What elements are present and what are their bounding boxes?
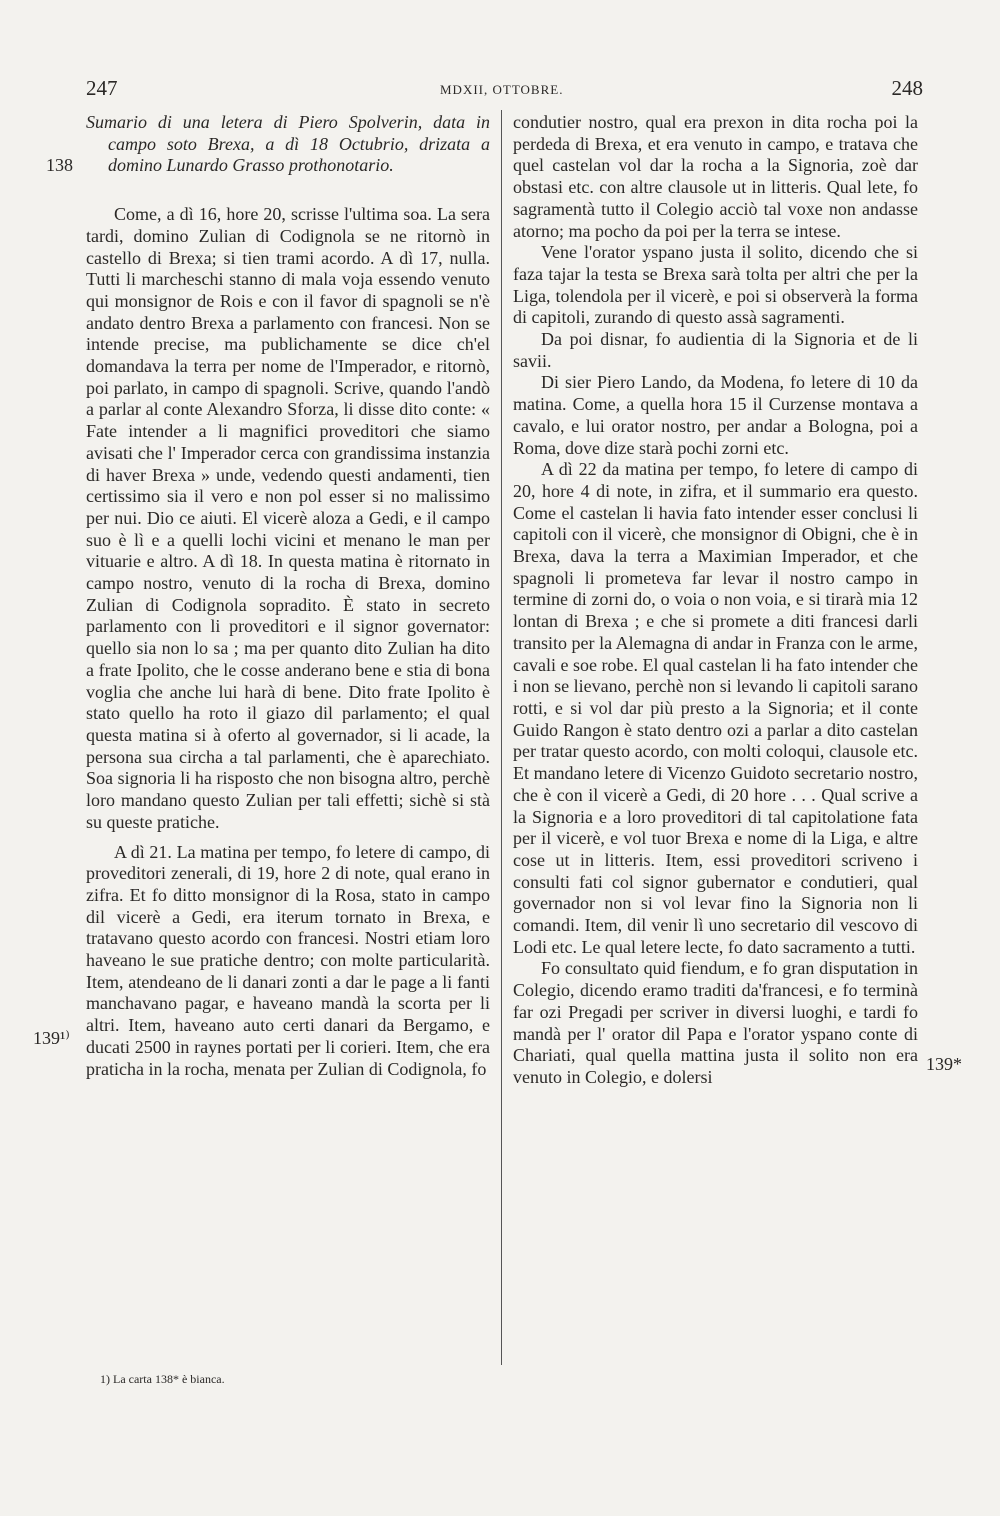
right-paragraph-4: Di sier Piero Lando, da Modena, fo letere di 10 da matina. Come, a quella hora 15 il Curzense montava a cavalo, e lui orator nostro, per andar a Bologna, poi a Roma, dove dize starà pochi zorni etc. (513, 372, 918, 458)
right-paragraph-2: Vene l'orator yspano justa il solito, dicendo che si faza tajar la testa se Brexa sarà tolta per altri che per la Liga, tolendola per il vicerè, e poi si observerà la forma di capitoli, zurando di questo assà sagramenti. (513, 242, 918, 328)
right-paragraph-1: condutier nostro, qual era prexon in dita rocha poi la perdeda di Brexa, et era venuto in campo, e tratava che quel castelan vol dar la rocha a la Signoria, zoè dar obstasi etc. con altre clausole ut in litteris. Qual lete, fo sagramentà tutto il Colegio acciò tal voxe non andasse atorno; ma pocho da poi per la terra se intese. (513, 112, 918, 241)
left-paragraph-1: Come, a dì 16, hore 20, scrisse l'ultima soa. La sera tardi, domino Zulian di Codignola se ne ritornò in castello di Brexa; si tien trami acordo. A dì 17, nulla. Tutti li marcheschi stanno di mala voja essendo venuto qui monsignor de Rois e con il favor di spagnoli se n'è andato dentro Brexa a parlamento con francesi. Non se intende precise, ma publichamente se dice ch'el domandava la terra per nome de l'Imperador, e ritornò, poi parlato, in campo di spagnoli. Scrive, quando l'andò a parlar al conte Alexandro Sforza, li disse dito conte: « Fate intender a li magnifici proveditori che siamo avisati che l' Imperador cerca con grandissima instanzia di haver Brexa » unde, vedendo questi andamenti, tien certissimo sia il vero e non pol esser si no malissimo per nui. Dio ce aiuti. El vicerè aloza a Gedi, e il campo suo è lì e a quelli lochi vicini et menano le man per vituarie e altro. A dì 18. In questa matina è ritornato in campo nostro, venuto di la rocha di Brexa, domino Zulian di Codignola sopradito. È stato in secreto parlamento con li proveditori e il signor governator: quello sia non lo sa ; ma per quanto dito Zulian ha dito a frate Ipolito, che le cosse anderano bene e stia di bona voglia che anche lui harà di bene. Dito frate Ipolito è stato quello ha roto il giazo dil parlamento; el qual questa matina si à oferto al governador, si li acade, la persona sua circha a tal parlamenti, che è aparechiato. Soa signoria li ha risposto che non bisogna altro, perchè loro mandano questo Zulian per tali effetti; sichè si stà su queste pratiche. (86, 204, 490, 832)
column-divider (501, 110, 502, 1365)
margin-note-138: 138 (46, 155, 73, 175)
footnote: 1) La carta 138* è bianca. (100, 1372, 225, 1386)
left-column (86, 112, 490, 1080)
left-paragraph-2: A dì 21. La matina per tempo, fo letere di campo, di proveditori zenerali, di 19, hore 2 di note, qual erano in zifra. Et fo ditto monsignor di la Rosa, stato in campo dil vicerè a Gedi, era iterum tornato in Brexa, e tratavano questo acordo con francesi. Nostri etiam loro haveano le sue pratiche dentro; con molte particularità. Item, atendeano de li danari zonti a dar le page a li fanti manchavano pagar, e haveano mandà la scorta per li altri. Item, haveano auto certi danari da Bergamo, e ducati 2500 in raynes portati per li corieri. Item, che era praticha in la rocha, menata per Zulian di Codignola, fo (86, 841, 490, 1079)
page-number-left: 247 (86, 76, 118, 100)
right-paragraph-5: A dì 22 da matina per tempo, fo letere di campo di 20, hore 4 di note, in zifra, et il summario era questo. Come el castelan li havia fato intender esser conclusi li capitoli con il vicerè, che monsignor di Obigni, che è in Brexa, dava la terra a Maximian Imperador, et che spagnoli li prometeva far levar il nostro campo in termine di zorni do, o voia o non voia, e si tirarà mia 12 lontan di Brexa ; e che si promete a diti francesi darli transito per la Alemagna di andar in Franza con le arme, cavali e soe robe. El qual castelan li ha fato intender che i non se lievano, perchè non si levando li capitoli sarano rotti, e si vol dar più presto a la Signoria; et il conte Guido Rangon è stato dentro ozi a parlar a dito castelan per tratar questo acordo, con molti coloqui, clausole etc. Et mandano letere di Vicenzo Guidoto secretario nostro, che è con il vicerè a Gedi, di 20 hore . . . Qual scrive a la Signoria e a loro proveditori di tal capitolatione fata per il vicerè, e vol tuor Brexa e nome di la Liga, e altre cose ut in litteris. Item, essi proveditori scriveno i consulti fati col signor gubernator e condutieri, qual governador non si vol levar fino la Signoria non li comandi. Item, dil venir lì uno secretario dil vescovo di Lodi etc. Le qual letere lecte, fo dato sacramento a tutti. (513, 459, 918, 957)
page-number-right: 248 (891, 76, 923, 100)
summary-title: Sumario di una letera di Piero Spolverin, data in campo soto Brexa, a dì 18 Octubrio, drizata a domino Lunardo Grasso prothonotario. (86, 112, 490, 176)
margin-note-139-left: 139¹⁾ (33, 1028, 70, 1048)
right-column (513, 112, 918, 1089)
right-paragraph-6: Fo consultato quid fiendum, e fo gran disputation in Colegio, dicendo eramo traditi da'francesi, e fo terminà far ozi Pregadi per scriver in diversi luoghi, e tardi fo mandà per l' orator dil Papa e l'orator yspano conte di Chariati, qual quella mattina justa il solito non era venuto in Colegio, e dolersi (513, 958, 918, 1087)
margin-note-139-right: 139* (926, 1054, 962, 1074)
page-header (0, 76, 1000, 106)
right-paragraph-3: Da poi disnar, fo audientia di la Signoria et de li savii. (513, 329, 918, 371)
running-title: MDXII, OTTOBRE. (440, 82, 564, 97)
